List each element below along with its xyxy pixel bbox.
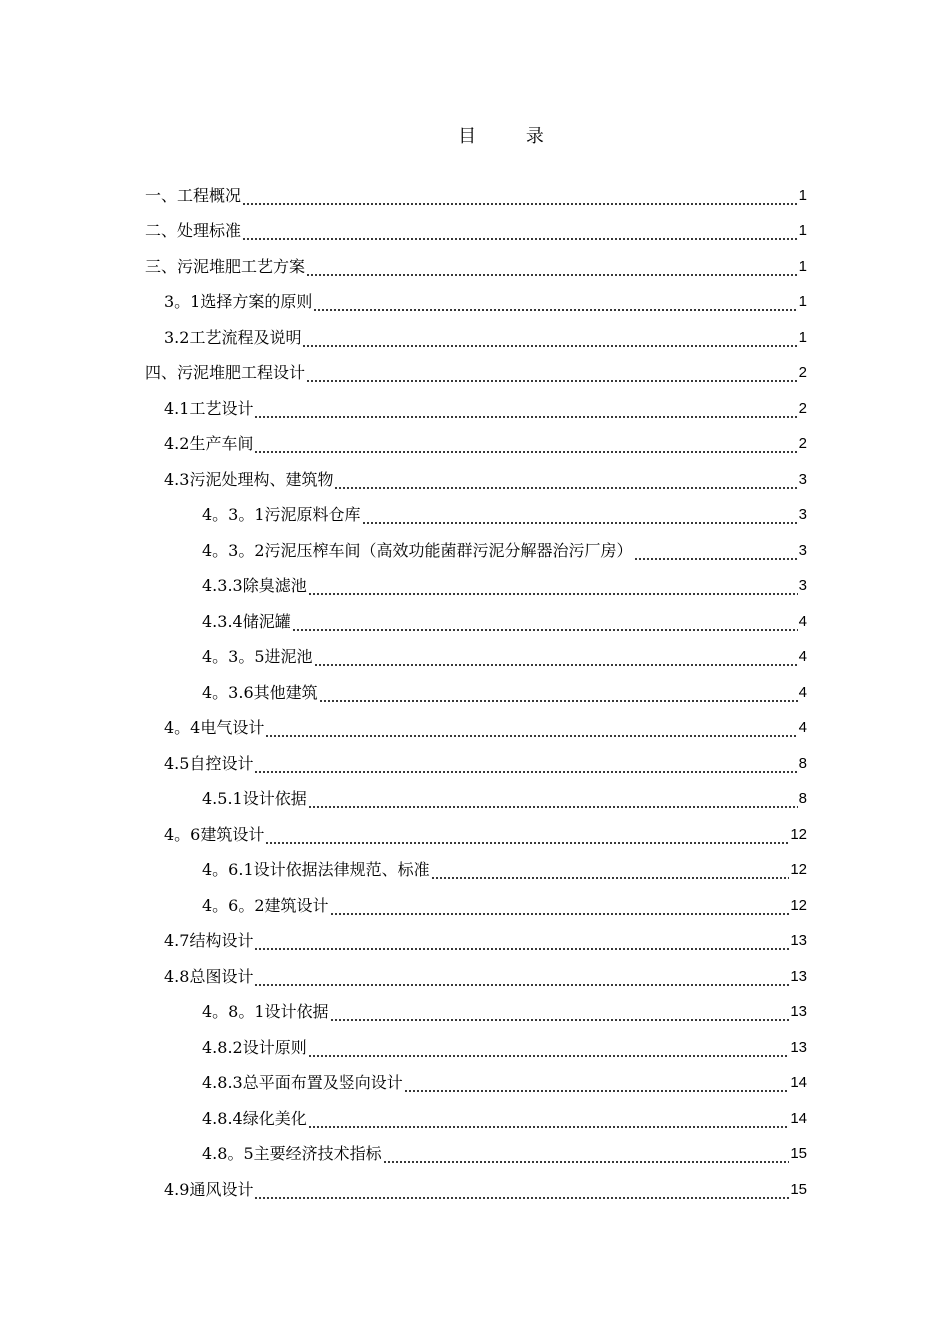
toc-entry-page-number: 8 xyxy=(798,754,807,772)
toc-entry-page-number: 4 xyxy=(798,683,807,701)
toc-entry[interactable] xyxy=(145,498,807,534)
toc-entry-page-number: 2 xyxy=(798,399,807,417)
toc-entry-page-number: 13 xyxy=(790,1038,807,1056)
toc-dot-leader xyxy=(265,724,797,738)
toc-dot-leader xyxy=(265,831,789,845)
toc-entry[interactable] xyxy=(145,1101,807,1137)
toc-entry-text: 4。3.6其他建筑 xyxy=(202,682,318,702)
toc-entry-text: 4.8.3总平面布置及竖向设计 xyxy=(202,1073,403,1093)
toc-dot-leader xyxy=(330,902,790,916)
toc-entry-page-number: 1 xyxy=(798,186,807,204)
toc-dot-leader xyxy=(308,795,798,809)
toc-entry-page-number: 3 xyxy=(798,470,807,488)
toc-title: 目 录 xyxy=(458,126,566,147)
toc-entry-page-number: 1 xyxy=(798,222,807,240)
toc-dot-leader xyxy=(254,760,797,774)
toc-entry-page-number: 15 xyxy=(790,1180,807,1198)
toc-entry-page-number: 12 xyxy=(790,861,807,879)
toc-entry-text: 四、污泥堆肥工程设计 xyxy=(145,363,306,383)
toc-entry-page-number: 2 xyxy=(798,435,807,453)
toc-entry[interactable] xyxy=(145,178,807,214)
toc-entry-page-number: 3 xyxy=(798,541,807,559)
toc-entry-text: 一、工程概况 xyxy=(145,185,242,205)
toc-entry[interactable] xyxy=(145,285,807,321)
toc-entry-text: 4.8.4绿化美化 xyxy=(202,1108,307,1128)
toc-entry-text: 二、处理标准 xyxy=(145,221,242,241)
toc-entry-text: 4。3。2污泥压榨车间（高效功能菌群污泥分解器治污厂房） xyxy=(202,540,633,560)
toc-dot-leader xyxy=(306,369,798,383)
toc-entry[interactable] xyxy=(145,604,807,640)
toc-dot-leader xyxy=(254,1186,789,1200)
toc-entry-text: 4.7结构设计 xyxy=(164,931,254,951)
toc-entry[interactable] xyxy=(145,995,807,1031)
toc-dot-leader xyxy=(254,405,797,419)
toc-entry[interactable] xyxy=(145,320,807,356)
toc-entry[interactable] xyxy=(145,959,807,995)
toc-entry[interactable] xyxy=(145,533,807,569)
toc-entry-text: 三、污泥堆肥工艺方案 xyxy=(145,256,306,276)
toc-entry-text: 4.5自控设计 xyxy=(164,753,254,773)
toc-entry[interactable] xyxy=(145,924,807,960)
toc-entry-page-number: 12 xyxy=(790,825,807,843)
toc-entry[interactable] xyxy=(145,853,807,889)
toc-dot-leader xyxy=(314,653,798,667)
toc-entry-text: 4。6.1设计依据法律规范、标准 xyxy=(202,860,430,880)
toc-entry-text: 4.8.2设计原则 xyxy=(202,1037,307,1057)
toc-entry-page-number: 1 xyxy=(798,293,807,311)
toc-entry[interactable] xyxy=(145,391,807,427)
toc-dot-leader xyxy=(306,263,798,277)
toc-dot-leader xyxy=(242,227,798,241)
toc-dot-leader xyxy=(319,689,798,703)
toc-dot-leader xyxy=(634,547,798,561)
toc-entry-text: 4.9通风设计 xyxy=(164,1179,254,1199)
toc-entry-page-number: 12 xyxy=(790,896,807,914)
toc-entry-text: 4。3。1污泥原料仓库 xyxy=(202,505,361,525)
toc-dot-leader xyxy=(254,973,789,987)
toc-entry-text: 4。6建筑设计 xyxy=(164,824,265,844)
toc-entry[interactable] xyxy=(145,356,807,392)
toc-entry-text: 4.2生产车间 xyxy=(164,434,254,454)
toc-entry-page-number: 8 xyxy=(798,790,807,808)
toc-dot-leader xyxy=(362,511,798,525)
toc-dot-leader xyxy=(330,1008,790,1022)
toc-entry-text: 4.3.4储泥罐 xyxy=(202,611,291,631)
toc-entry-text: 4.8总图设计 xyxy=(164,966,254,986)
toc-entry[interactable] xyxy=(145,214,807,250)
toc-entry[interactable] xyxy=(145,462,807,498)
toc-entry-page-number: 14 xyxy=(790,1074,807,1092)
toc-entry[interactable] xyxy=(145,249,807,285)
toc-dot-leader xyxy=(302,334,797,348)
toc-entry-page-number: 15 xyxy=(790,1145,807,1163)
toc-entry[interactable] xyxy=(145,675,807,711)
toc-dot-leader xyxy=(308,1115,790,1129)
toc-entry-text: 4.5.1设计依据 xyxy=(202,789,307,809)
toc-entry-text: 4。6。2建筑设计 xyxy=(202,895,329,915)
toc-entry[interactable] xyxy=(145,817,807,853)
toc-entry-page-number: 4 xyxy=(798,612,807,630)
toc-entry[interactable] xyxy=(145,427,807,463)
toc-dot-leader xyxy=(404,1079,790,1093)
toc-entry-text: 4.3污泥处理构、建筑物 xyxy=(164,469,334,489)
toc-entry[interactable] xyxy=(145,569,807,605)
toc-dot-leader xyxy=(334,476,797,490)
toc-entry-page-number: 13 xyxy=(790,1003,807,1021)
toc-entry-text: 4。4电气设计 xyxy=(164,718,265,738)
toc-dot-leader xyxy=(308,582,798,596)
toc-entry-page-number: 4 xyxy=(798,719,807,737)
toc-entry-text: 4.3.3除臭滤池 xyxy=(202,576,307,596)
toc-entry[interactable] xyxy=(145,1030,807,1066)
toc-entry-page-number: 3 xyxy=(798,577,807,595)
toc-entry-page-number: 2 xyxy=(798,364,807,382)
toc-entry-page-number: 1 xyxy=(798,328,807,346)
toc-entry-text: 4.1工艺设计 xyxy=(164,398,254,418)
toc-dot-leader xyxy=(431,866,790,880)
toc-entry-text: 3。1选择方案的原则 xyxy=(164,292,313,312)
toc-entry-page-number: 14 xyxy=(790,1109,807,1127)
toc-entry-text: 4.8。5主要经济技术指标 xyxy=(202,1144,382,1164)
toc-dot-leader xyxy=(292,618,798,632)
toc-entry-text: 4。8。1设计依据 xyxy=(202,1002,329,1022)
toc-entry[interactable] xyxy=(145,782,807,818)
toc-entry[interactable] xyxy=(145,1066,807,1102)
toc-dot-leader xyxy=(313,298,797,312)
toc-entry[interactable] xyxy=(145,711,807,747)
toc-entry[interactable] xyxy=(145,640,807,676)
toc-entry-page-number: 1 xyxy=(798,257,807,275)
toc-entry-text: 3.2工艺流程及说明 xyxy=(164,327,302,347)
toc-dot-leader xyxy=(254,440,797,454)
toc-entry[interactable] xyxy=(145,1172,807,1208)
toc-entry-page-number: 3 xyxy=(798,506,807,524)
toc-dot-leader xyxy=(242,192,798,206)
toc-entry[interactable] xyxy=(145,1137,807,1173)
toc-entry-text: 4。3。5进泥池 xyxy=(202,647,313,667)
toc-dot-leader xyxy=(254,937,789,951)
toc-entry[interactable] xyxy=(145,746,807,782)
toc-entry-page-number: 13 xyxy=(790,932,807,950)
toc-entry[interactable] xyxy=(145,888,807,924)
toc-dot-leader xyxy=(383,1150,790,1164)
toc-dot-leader xyxy=(308,1044,790,1058)
toc-entry-page-number: 4 xyxy=(798,648,807,666)
toc-entry-page-number: 13 xyxy=(790,967,807,985)
toc-list xyxy=(145,178,807,1208)
